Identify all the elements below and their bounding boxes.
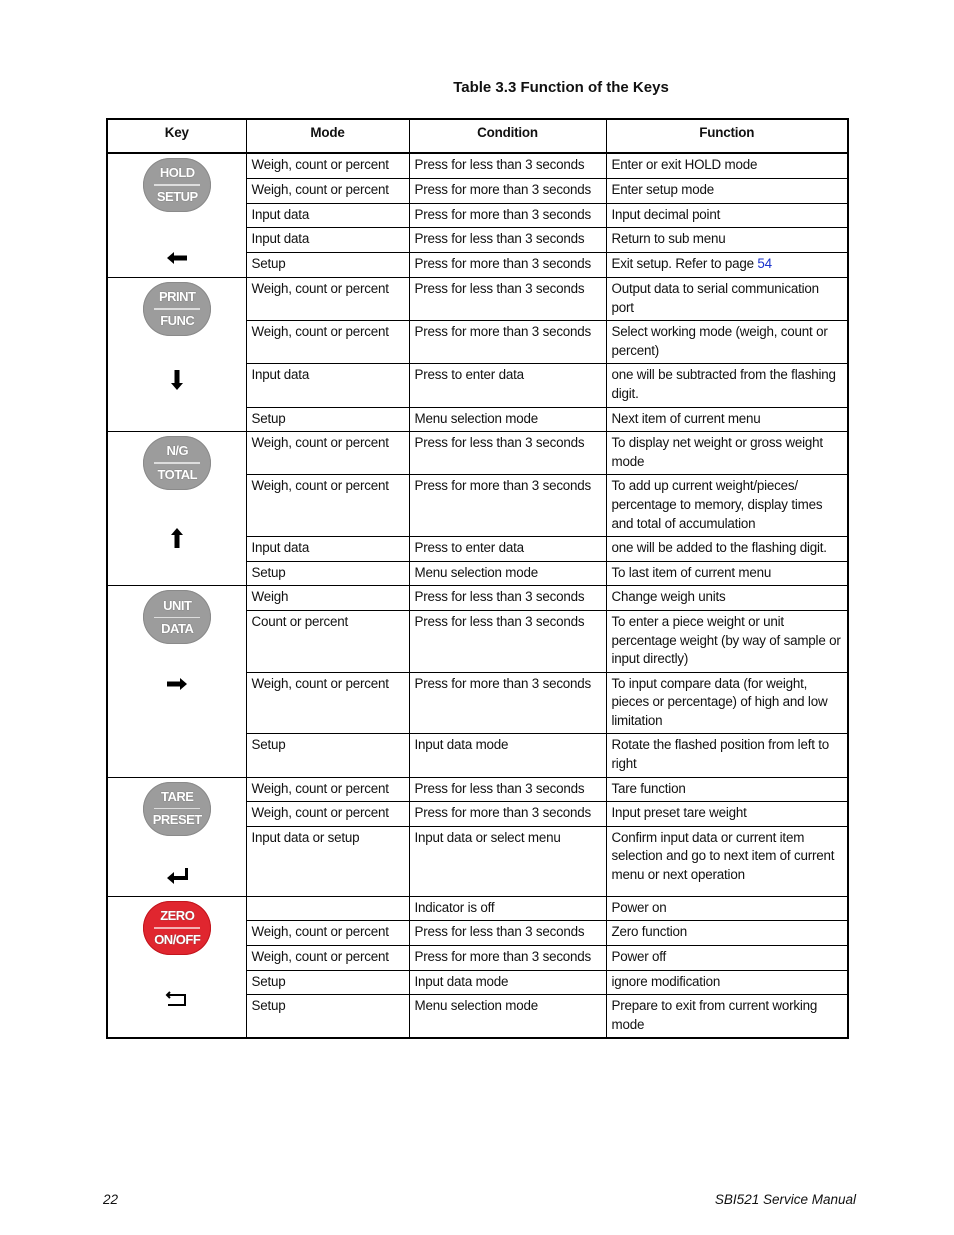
mode-cell: Weigh, count or percent [246, 475, 409, 537]
function-cell: Zero function [606, 921, 848, 946]
ng-total-key [143, 436, 211, 490]
mode-cell: Input data or setup [246, 826, 409, 896]
print-func-key-cell [107, 278, 246, 432]
mode-cell: Setup [246, 253, 409, 278]
function-cell: Return to sub menu [606, 228, 848, 253]
unit-label: UNIT [163, 597, 192, 613]
condition-cell: Press for less than 3 seconds [409, 153, 606, 178]
mode-cell: Weigh, count or percent [246, 178, 409, 203]
function-cell: Tare function [606, 777, 848, 802]
mode-cell: Weigh, count or percent [246, 153, 409, 178]
header-key: Key [107, 119, 246, 153]
condition-cell: Menu selection mode [409, 561, 606, 586]
function-cell [606, 253, 848, 278]
mode-cell: Setup [246, 995, 409, 1039]
page-link[interactable]: 54 [757, 256, 772, 272]
mode-cell: Weigh, count or percent [246, 321, 409, 364]
condition-cell: Menu selection mode [409, 995, 606, 1039]
table-row [107, 153, 848, 178]
function-cell: Confirm input data or current item selection and go to next item of current menu or next operation [606, 826, 848, 896]
zero-onoff-key [143, 901, 211, 955]
unit-data-key-cell [107, 586, 246, 777]
mode-cell: Setup [246, 407, 409, 432]
table-caption: Table 3.3 Function of the Keys [453, 79, 669, 96]
condition-cell: Press for more than 3 seconds [409, 178, 606, 203]
condition-cell: Press to enter data [409, 537, 606, 562]
table-row [107, 896, 848, 921]
key-function-table [106, 118, 849, 1039]
enter-arrow-icon [108, 866, 246, 890]
condition-cell: Press for more than 3 seconds [409, 672, 606, 734]
function-cell: Next item of current menu [606, 407, 848, 432]
unit-data-key [143, 590, 211, 644]
onoff-label: ON/OFF [154, 931, 201, 947]
function-cell: Enter or exit HOLD mode [606, 153, 848, 178]
mode-cell: Weigh, count or percent [246, 278, 409, 321]
mode-cell: Weigh, count or percent [246, 921, 409, 946]
header-mode: Mode [246, 119, 409, 153]
function-cell: Power on [606, 896, 848, 921]
header-condition: Condition [409, 119, 606, 153]
function-cell: Enter setup mode [606, 178, 848, 203]
function-cell: one will be subtracted from the flashing digit. [606, 364, 848, 407]
zero-label: ZERO [160, 908, 195, 924]
func-label: FUNC [160, 312, 195, 328]
data-label: DATA [161, 621, 194, 637]
function-cell: To input compare data (for weight, pieces or percentage) of high and low limitation [606, 672, 848, 734]
table-row [107, 432, 848, 475]
setup-label: SETUP [156, 188, 198, 204]
tare-preset-key [143, 782, 211, 836]
condition-cell: Press for less than 3 seconds [409, 586, 606, 611]
tare-preset-key-cell [107, 777, 246, 896]
function-cell: To add up current weight/pieces/ percentage to memory, display times and total of accumulation [606, 475, 848, 537]
condition-cell: Press for less than 3 seconds [409, 432, 606, 475]
table-header-row [107, 119, 848, 153]
manual-title: SBI521 Service Manual [714, 1192, 856, 1207]
condition-cell: Press for less than 3 seconds [409, 921, 606, 946]
mode-cell: Weigh [246, 586, 409, 611]
condition-cell: Press for more than 3 seconds [409, 321, 606, 364]
hold-label: HOLD [159, 165, 195, 181]
function-cell: Power off [606, 946, 848, 971]
mode-cell: Input data [246, 364, 409, 407]
table-row [107, 278, 848, 321]
condition-cell: Press for more than 3 seconds [409, 802, 606, 827]
condition-cell: Press for more than 3 seconds [409, 253, 606, 278]
function-cell: one will be added to the flashing digit. [606, 537, 848, 562]
left-arrow-icon [108, 250, 246, 270]
function-text: Exit setup. Refer to page [611, 256, 758, 272]
zero-onoff-key-cell [107, 896, 246, 1038]
condition-cell: Press for more than 3 seconds [409, 475, 606, 537]
function-cell: Change weigh units [606, 586, 848, 611]
page-number: 22 [103, 1192, 119, 1207]
condition-cell: Press for more than 3 seconds [409, 946, 606, 971]
mode-cell: Weigh, count or percent [246, 802, 409, 827]
function-cell: ignore modification [606, 970, 848, 995]
total-label: TOTAL [157, 466, 198, 482]
mode-cell: Input data [246, 203, 409, 228]
condition-cell: Press for less than 3 seconds [409, 228, 606, 253]
condition-cell: Input data or select menu [409, 826, 606, 896]
hold-setup-key [143, 158, 211, 212]
print-label: PRINT [159, 289, 196, 305]
print-func-key [143, 282, 211, 336]
function-cell: Input decimal point [606, 203, 848, 228]
preset-label: PRESET [152, 812, 202, 828]
mode-cell: Input data [246, 228, 409, 253]
mode-cell: Input data [246, 537, 409, 562]
right-arrow-icon [108, 676, 246, 696]
mode-cell [246, 896, 409, 921]
ng-total-key-cell [107, 432, 246, 586]
mode-cell: Setup [246, 561, 409, 586]
condition-cell: Input data mode [409, 734, 606, 777]
up-arrow-icon [108, 526, 246, 554]
condition-cell: Press for less than 3 seconds [409, 610, 606, 672]
condition-cell: Menu selection mode [409, 407, 606, 432]
mode-cell: Weigh, count or percent [246, 672, 409, 734]
function-cell: To display net weight or gross weight mode [606, 432, 848, 475]
condition-cell: Press for more than 3 seconds [409, 203, 606, 228]
function-cell: Rotate the flashed position from left to right [606, 734, 848, 777]
mode-cell: Weigh, count or percent [246, 432, 409, 475]
condition-cell: Press to enter data [409, 364, 606, 407]
condition-cell: Press for less than 3 seconds [409, 278, 606, 321]
mode-cell: Count or percent [246, 610, 409, 672]
function-cell: To last item of current menu [606, 561, 848, 586]
down-arrow-icon [108, 368, 246, 396]
function-cell: Prepare to exit from current working mode [606, 995, 848, 1039]
hold-setup-key-cell [107, 153, 246, 278]
function-cell: To enter a piece weight or unit percentage weight (by way of sample or input directly) [606, 610, 848, 672]
header-function: Function [606, 119, 848, 153]
condition-cell: Press for less than 3 seconds [409, 777, 606, 802]
tare-label: TARE [161, 788, 194, 804]
condition-cell: Indicator is off [409, 896, 606, 921]
ng-label: N/G [166, 443, 189, 459]
mode-cell: Setup [246, 970, 409, 995]
mode-cell: Setup [246, 734, 409, 777]
function-cell: Output data to serial communication port [606, 278, 848, 321]
mode-cell: Weigh, count or percent [246, 946, 409, 971]
condition-cell: Input data mode [409, 970, 606, 995]
table-row [107, 586, 848, 611]
function-cell: Input preset tare weight [606, 802, 848, 827]
return-arrow-icon [108, 989, 246, 1013]
function-cell: Select working mode (weigh, count or percent) [606, 321, 848, 364]
mode-cell: Weigh, count or percent [246, 777, 409, 802]
table-row [107, 777, 848, 802]
